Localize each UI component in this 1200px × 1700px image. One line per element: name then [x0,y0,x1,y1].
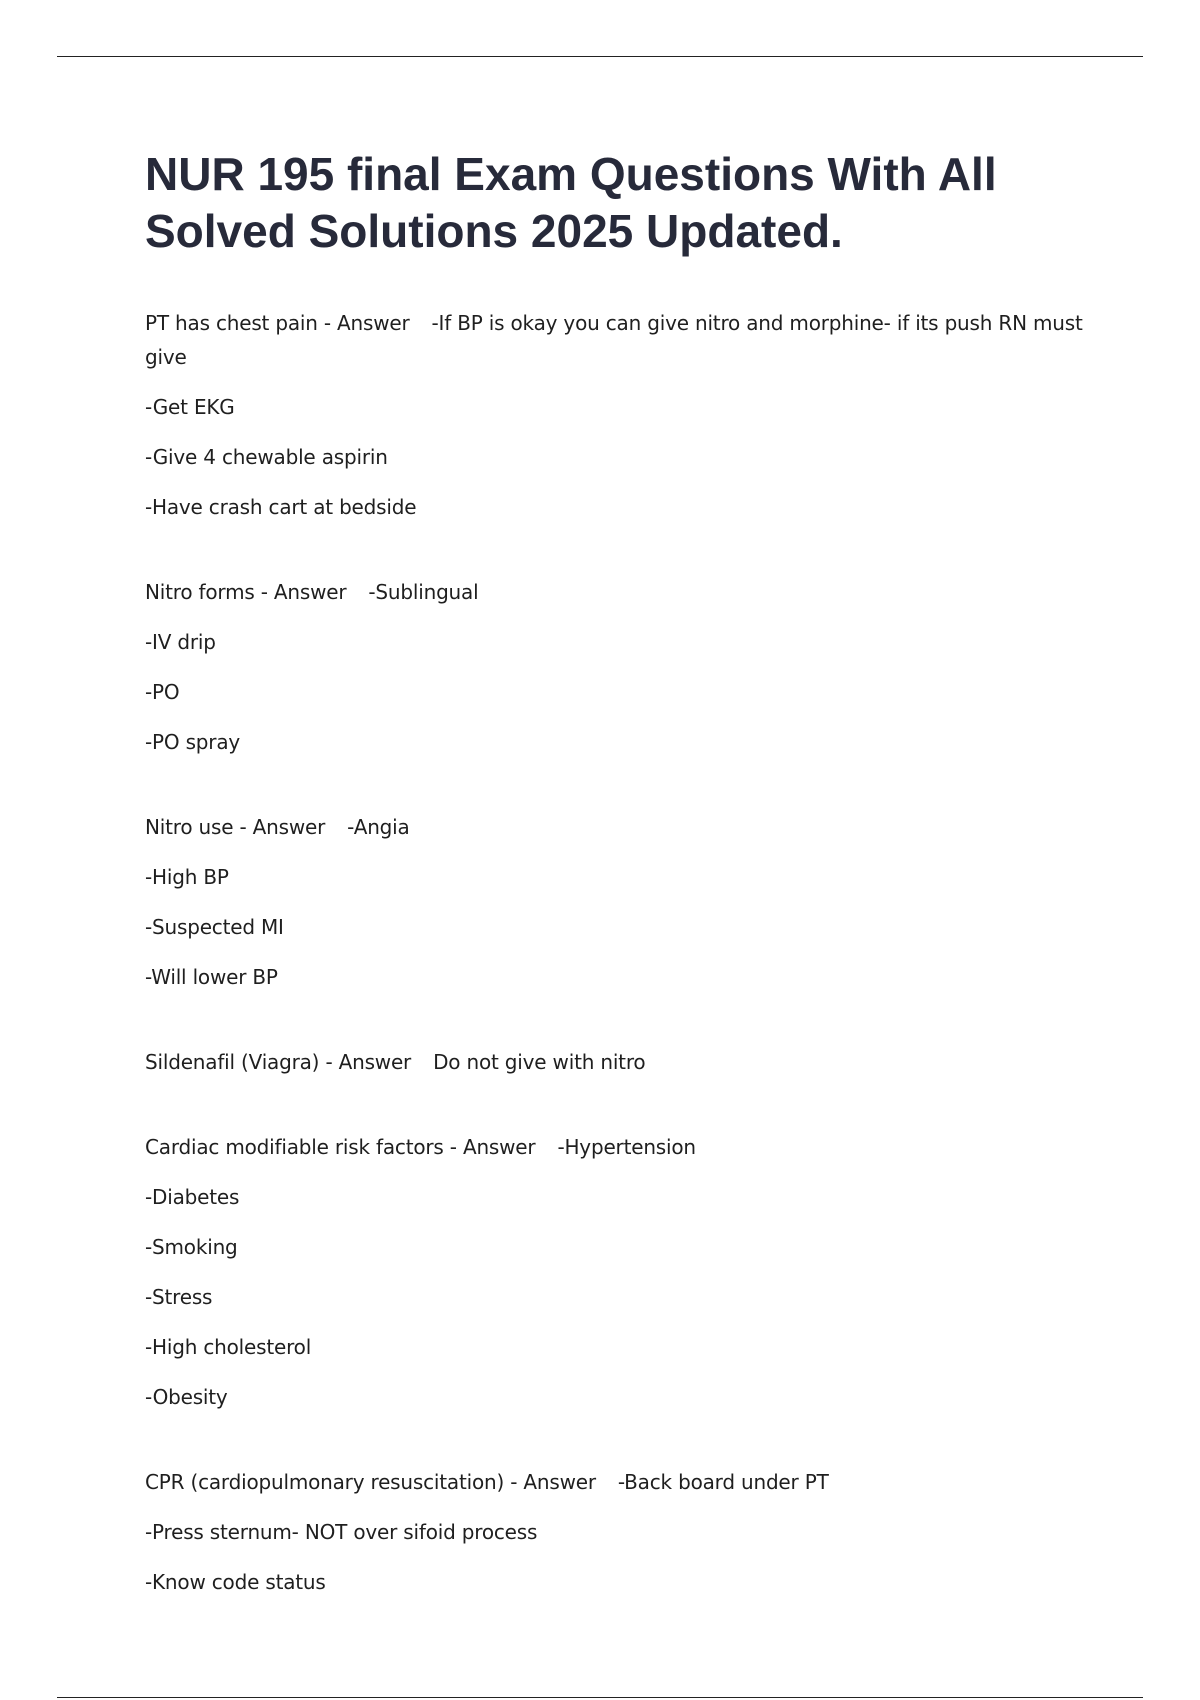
answer-text: Do not give with nitro [433,1050,646,1074]
answer-line: -Smoking [145,1235,238,1259]
top-rule [57,56,1143,57]
answer-line: -Get EKG [145,395,235,419]
answer-line: -PO spray [145,730,241,754]
qa-first-line [145,1045,1090,1079]
qa-item [145,1465,1090,1599]
qa-first-line [145,1130,1090,1164]
answer-line: -Suspected MI [145,915,284,939]
answer-line: -Diabetes [145,1185,240,1209]
answer-text: -Hypertension [557,1135,696,1159]
bottom-rule [57,1697,1143,1698]
question-text: Cardiac modifiable risk factors - Answer [145,1135,536,1159]
qa-first-line [145,306,1090,374]
question-text: Nitro forms - Answer [145,580,347,604]
answer-line: -Obesity [145,1385,228,1409]
question-text: Nitro use - Answer [145,815,326,839]
qa-item [145,1130,1090,1414]
qa-first-line [145,810,1090,844]
answer-line: -IV drip [145,630,216,654]
answer-line: -High BP [145,865,229,889]
answer-line: -Have crash cart at bedside [145,495,417,519]
qa-item [145,575,1090,759]
question-text: CPR (cardiopulmonary resuscitation) - Answer [145,1470,596,1494]
qa-item [145,810,1090,994]
qa-first-line [145,1465,1090,1499]
qa-first-line [145,575,1090,609]
question-text: Sildenafil (Viagra) - Answer [145,1050,412,1074]
qa-list [145,306,1090,1599]
answer-text: -Sublingual [368,580,479,604]
answer-line: -Stress [145,1285,213,1309]
answer-line: -Will lower BP [145,965,278,989]
answer-line: -Know code status [145,1570,326,1594]
question-text: PT has chest pain - Answer [145,311,410,335]
answer-text: -Angia [347,815,410,839]
answer-line: -Give 4 chewable aspirin [145,445,388,469]
answer-line: -PO [145,680,180,704]
answer-line: -High cholesterol [145,1335,312,1359]
qa-item [145,306,1090,524]
document-title: NUR 195 final Exam Questions With All Solved Solutions 2025 Updated. [145,148,997,257]
answer-text: -If BP is okay you can give nitro and morphine- if its push RN must give [145,311,1083,369]
answer-line: -Press sternum- NOT over sifoid process [145,1520,538,1544]
answer-text: -Back board under PT [617,1470,829,1494]
qa-item [145,1045,1090,1079]
